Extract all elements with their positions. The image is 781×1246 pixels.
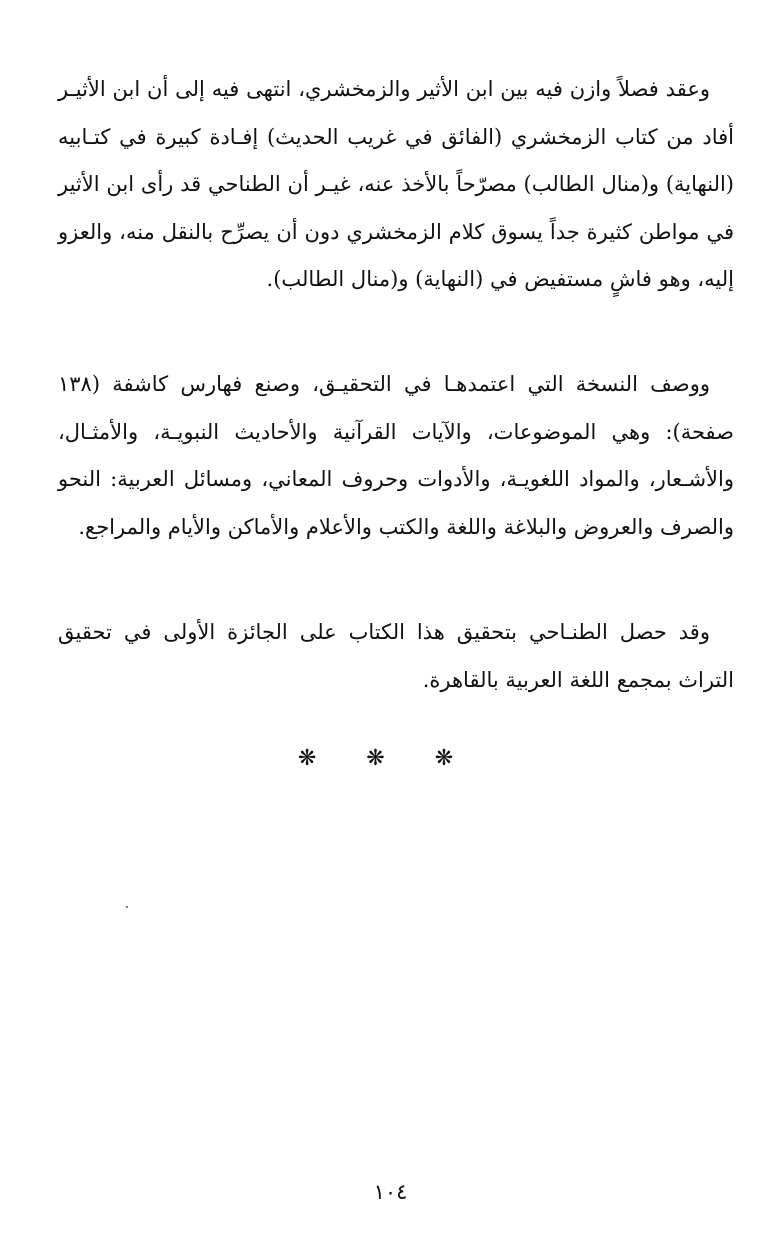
- asterisk-ornament-icon: ❋: [297, 746, 347, 771]
- text-block-3: [58, 609, 734, 704]
- text-block-1: [58, 66, 734, 304]
- page-number: ١٠٤: [373, 1180, 408, 1204]
- text-block-2: [58, 361, 734, 551]
- asterisk-ornament-icon: ❋: [366, 746, 415, 771]
- paragraph-manuscript-description: ووصف النسخة التي اعتمدهـا في التحقيـق، وصنع فهارس كاشفة (١٣٨ صفحة): وهي الموضوعات، والآيات القرآنية والأحاديث النبويـة، والأمثـال، والأشـعار، والمواد اللغويـة، والأدوات وحروف المعاني، ومسائل العربية: النحو والصرف والعروض والبلاغة واللغة والكتب والأعلام والأماكن والأيام والمراجع.: [58, 372, 734, 539]
- section-separator: [0, 746, 781, 771]
- asterisk-ornament-icon: ❋: [434, 746, 484, 771]
- stray-mark: [126, 906, 128, 908]
- paragraph-award: وقد حصل الطنـاحي بتحقيق هذا الكتاب على الجائزة الأولى في تحقيق التراث بمجمع اللغة العربية بالقاهرة.: [58, 620, 734, 692]
- paragraph-zamakhshari-comparison: وعقد فصلاً وازن فيه بين ابن الأثير والزمخشري، انتهى فيه إلى أن ابن الأثيـر أفاد من كتاب الزمخشري (الفائق في غريب الحديث) إفـادة كبيرة في كتـابيه (النهاية) و(منال الطالب) مصرّحاً بالأخذ عنه، غيـر أن الطناحي قد رأى ابن الأثير في مواطن كثيرة جداً يسوق كلام الزمخشري دون أن يصرِّح بالنقل منه، والعزو إليه، وهو فاشٍ مستفيض في (النهاية) و(منال الطالب).: [58, 77, 734, 291]
